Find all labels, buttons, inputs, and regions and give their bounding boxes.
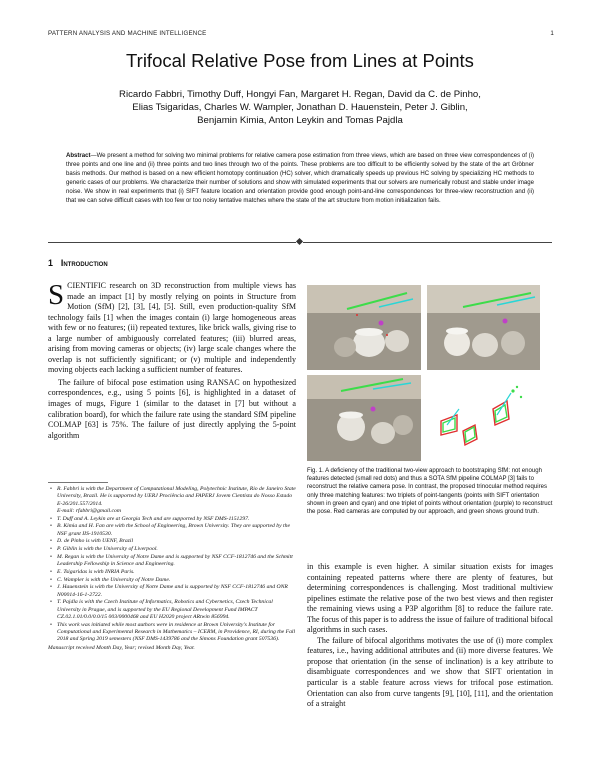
- right-column-text: [307, 562, 553, 710]
- page-number: 1: [550, 30, 554, 37]
- abstract-label: Abstract: [66, 153, 91, 159]
- right-paragraph-1: in this example is even higher. A similar situation exists for images containing repeated patterns where there are plenty of features, but determining correspondences is challenging. Most traditional multiview pipelines estimate the relative pose of the two best views and then register the remaining views using a P3P algorithm [8] to reduce the failure rate. The focus of this paper is to address the issue of failure of traditional bifocal algorithms in such cases.: [307, 562, 553, 635]
- author-line: Elias Tsigaridas, Charles W. Wampler, Jonathan D. Hauenstein, Peter J. Giblin,: [132, 102, 468, 113]
- footnote-item: • B. Kimia and H. Fan are with the School of Engineering, Brown University. They are supported by the NSF grant IIS-1910530.: [57, 523, 296, 538]
- figure-photo-view-2: [427, 285, 540, 370]
- divider-diamond-icon: [296, 238, 303, 245]
- journal-header: PATTERN ANALYSIS AND MACHINE INTELLIGENCE: [48, 30, 207, 37]
- footnote-item: • J. Hauenstein is with the University of Notre Dame and is supported by NSF CCF-1812746 and ONR N00014-16-1-2722.: [57, 584, 296, 599]
- section-heading: [48, 258, 108, 268]
- abstract-text: —We present a method for solving two minimal problems for relative camera pose estimation from three views, which are based on three view correspondences of (i) three points and one line and (ii) three points and two lines through two of the points. These problems are too difficult to be efficiently solved by the state of the art Gröbner basis methods. Our method is based on a new efficient homotopy continuation (HC) solver, which dramatically speeds up previous HC solving by specializing HC methods to generic cases of our problems. We characterize their number of solutions and show with simulated experiments that our solvers are numerically robust and stable under image noise. We show in real experiments that (i) SIFT feature location and orientation provide good enough point-and-line correspondences for three-view reconstruction and (ii) that we can solve difficult cases with too few or too noisy tentative matches where the state of the art structure from motion initialization fails.: [66, 153, 534, 204]
- figure-photo-view-3: [307, 375, 421, 461]
- manuscript-note: Manuscript received Month Day, Year; revised Month Day, Year.: [48, 645, 195, 652]
- author-line: Ricardo Fabbri, Timothy Duff, Hongyi Fan, Margaret H. Regan, David da C. de Pinho,: [119, 89, 481, 100]
- footnote-item: • C. Wampler is with the University of Notre Dame.: [57, 577, 296, 584]
- footnote-item: • P. Giblin is with the University of Liverpool.: [57, 546, 296, 553]
- footnote-item: • This work was initiated while most authors were in residence at Brown University's Institute for Computational and Experimental Research in Mathematics – ICERM, in Providence, RI, during the Fall 2018 and Spring 2019 semesters (NSF DMS-1439786 and the Simons Foundation grant 507536).: [57, 622, 296, 644]
- intro-paragraph-2: The failure of bifocal pose estimation using RANSAC on hypothesized correspondences, e.g., using 5 points [6], is highlighted in a dataset of images of mugs, Figure 1 (similar to the dataset in [7] but without a calibration board), for which the failure rate using the standard SfM pipeline COLMAP [63] is 75%. The failure of just directly applying the 5-point algorithm: [48, 377, 296, 440]
- footnote-item: • D. de Pinho is with UENF, Brazil: [57, 538, 296, 545]
- figure-camera-reconstruction: [427, 375, 540, 461]
- footnotes: [48, 486, 296, 653]
- figure-photo-view-1: [307, 285, 421, 370]
- paper-title: Trifocal Relative Pose from Lines at Points: [126, 50, 474, 71]
- right-paragraph-2: The failure of bifocal algorithms motivates the use of (i) more complex features, i.e., having additional attributes and (ii) more diverse features. We propose that orientation (in the sense of inclination) is a key attribute to disambiguate correspondences and we show that SIFT orientation in particular is a stable feature across views for trifocal pose estimation. Orientation can also from curve tangents [9], [10], [11], and the orientation of a straight: [307, 635, 553, 709]
- left-column-text: [48, 281, 296, 441]
- author-list: [40, 88, 560, 127]
- figure-caption: Fig. 1. A deficiency of the traditional two-view approach to bootstraping SfM: not enough features detected (small red dots) and thus a SOTA SfM pipeline COLMAP [3] fails to reconstruct the relative camera pose. In contrast, the proposed trinocular method requires only three matching features: two triplets of point-tangents (points with SIFT orientation shown in green and cyan) and one triplet of points without orientation (purple) to reconstruct the pose. Red cameras are computed by our approach, and green shows ground truth.: [307, 468, 553, 516]
- drop-cap: S: [48, 279, 65, 311]
- section-number: 1: [48, 258, 53, 268]
- footnote-item: • T. Duff and A. Leykin are at Georgia Tech and are supported by NSF DMS-1151297.: [57, 516, 296, 523]
- lead-word: CIENTIFIC: [67, 281, 107, 290]
- intro-paragraph-1: research on 3D reconstruction from multiple views has made an impact [1] by mostly relying on points in Structure from Motion (SfM) [2], [3], [4], [5]. Still, even production-quality SfM technology fails [1] when the images contain (i) large homogeneous areas with few or no features; (ii) repeated textures, like brick walls, giving rise to a large number of ambiguously correlated features; (iii) blurred areas, arising from moving cameras or objects; (iv) large scale changes where the overlap is not sufficiently significant; or (v) multiple and independently moving objects each lacking a sufficient number of features.: [48, 281, 296, 375]
- footnote-rule: [48, 482, 108, 483]
- footnote-item: • T. Pajdla is with the Czech Institute of Informatics, Robotics and Cybernetics, Czech Technical University in Prague, and is supported by the EU Regional Development Fund IMPACT CZ.02.1.01/0.0/0.0/15 003/0000468 and EU H2020 project ARtwin 856994.: [57, 599, 296, 621]
- section-title: Introduction: [60, 258, 108, 268]
- footnote-item: • M. Regan is with the University of Notre Dame and is supported by NSF CCF-1812746 and the Schmitt Leadership Fellowship in Science and Engineering.: [57, 554, 296, 569]
- footnote-item: • R. Fabbri is with the Department of Computational Modeling, Polytechnic Institute, Rio de Janeiro State University, Brazil. He is supported by UERJ Prociência and FAPERJ Jovem Cientista do Nosso Estado E-26/201.557/2014. E-mail: rfabbri@gmail.com: [57, 486, 296, 515]
- author-line: Benjamin Kimia, Anton Leykin and Tomas Pajdla: [197, 115, 403, 126]
- footnote-item: • E. Tsigaridas is with INRIA Paris.: [57, 569, 296, 576]
- abstract: [66, 152, 534, 205]
- footnote-email: E-mail: rfabbri@gmail.com: [57, 507, 121, 514]
